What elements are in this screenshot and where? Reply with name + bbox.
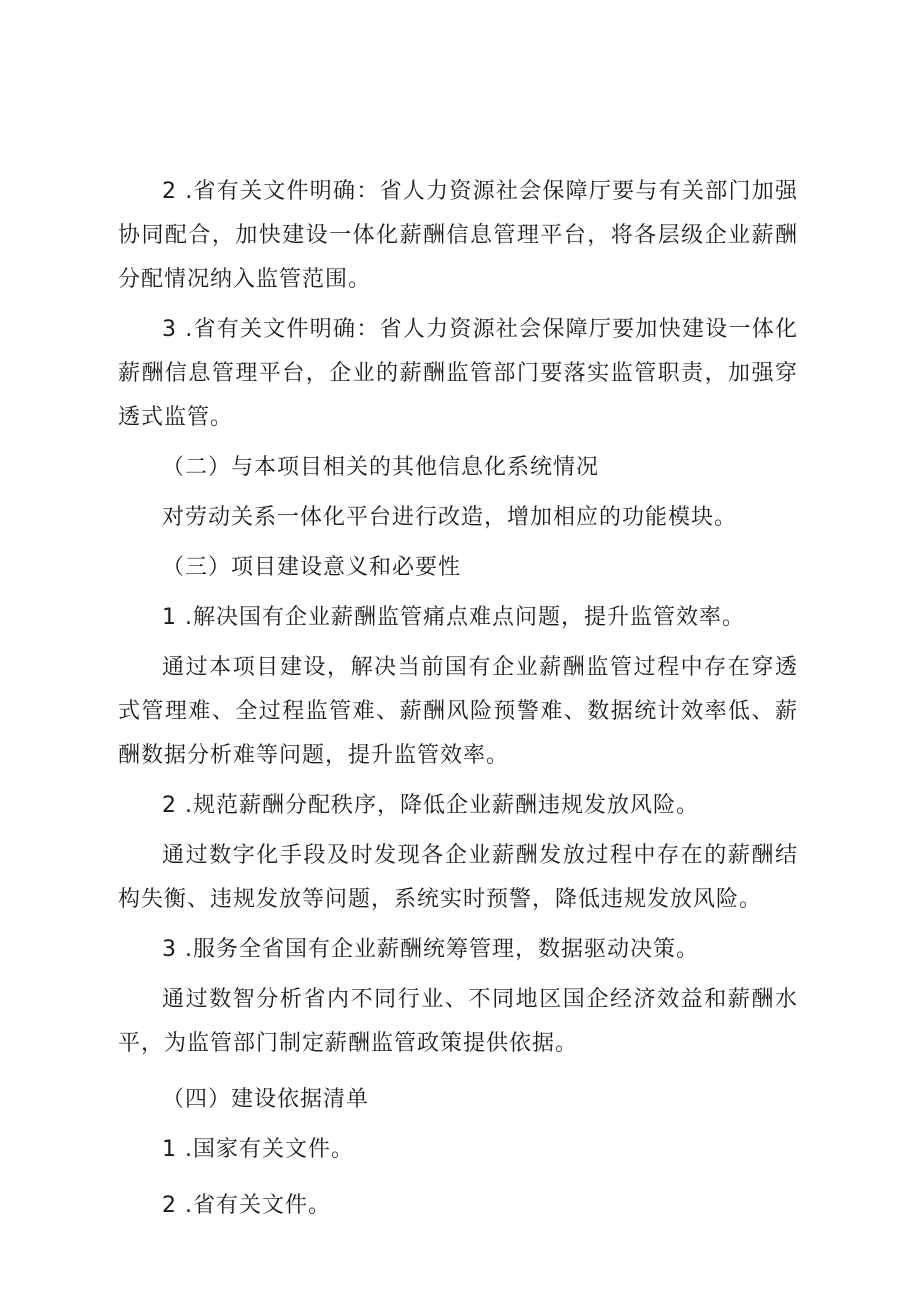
paragraph-point-2-body: 通过数字化手段及时发现各企业薪酬发放过程中存在的薪酬结构失衡、违规发放等问题，系统实时预警，降低违规发放风险。: [118, 843, 798, 912]
paragraph-point-3-body: 通过数智分析省内不同行业、不同地区国企经济效益和薪酬水平，为监管部门制定薪酬监管政策提供依据。: [118, 987, 798, 1056]
paragraph-related-systems: 对劳动关系一体化平台进行改造，增加相应的功能模块。: [162, 505, 738, 530]
list-item-provincial-files: 2 .省有关文件。: [162, 1193, 331, 1218]
section-heading-2: （二）与本项目相关的其他信息化系统情况: [162, 455, 600, 480]
paragraph-item-3-provincial-file: 3 .省有关文件明确：省人力资源社会保障厅要加快建设一体化薪酬信息管理平台，企业的薪酬监管部门要落实监管职责，加强穿透式监管。: [118, 317, 798, 430]
section-heading-3: （三）项目建设意义和必要性: [162, 555, 462, 580]
paragraph-point-1-body: 通过本项目建设，解决当前国有企业薪酬监管过程中存在穿透式管理难、全过程监管难、薪酬风险预警难、数据统计效率低、薪酬数据分析难等问题，提升监管效率。: [118, 655, 798, 768]
paragraph-point-3-title: 3 .服务全省国有企业薪酬统筹管理，数据驱动决策。: [162, 937, 699, 962]
paragraph-point-1-title: 1 .解决国有企业薪酬监管痛点难点问题，提升监管效率。: [162, 605, 745, 630]
document-body: [118, 170, 798, 1228]
section-heading-4: （四）建设依据清单: [162, 1087, 370, 1112]
paragraph-point-2-title: 2 .规范薪酬分配秩序，降低企业薪酬违规发放风险。: [162, 793, 699, 818]
paragraph-item-2-provincial-file: 2 .省有关文件明确：省人力资源社会保障厅要与有关部门加强协同配合，加快建设一体化薪酬信息管理平台，将各层级企业薪酬分配情况纳入监管范围。: [118, 179, 798, 292]
list-item-national-files: 1 .国家有关文件。: [162, 1137, 354, 1162]
